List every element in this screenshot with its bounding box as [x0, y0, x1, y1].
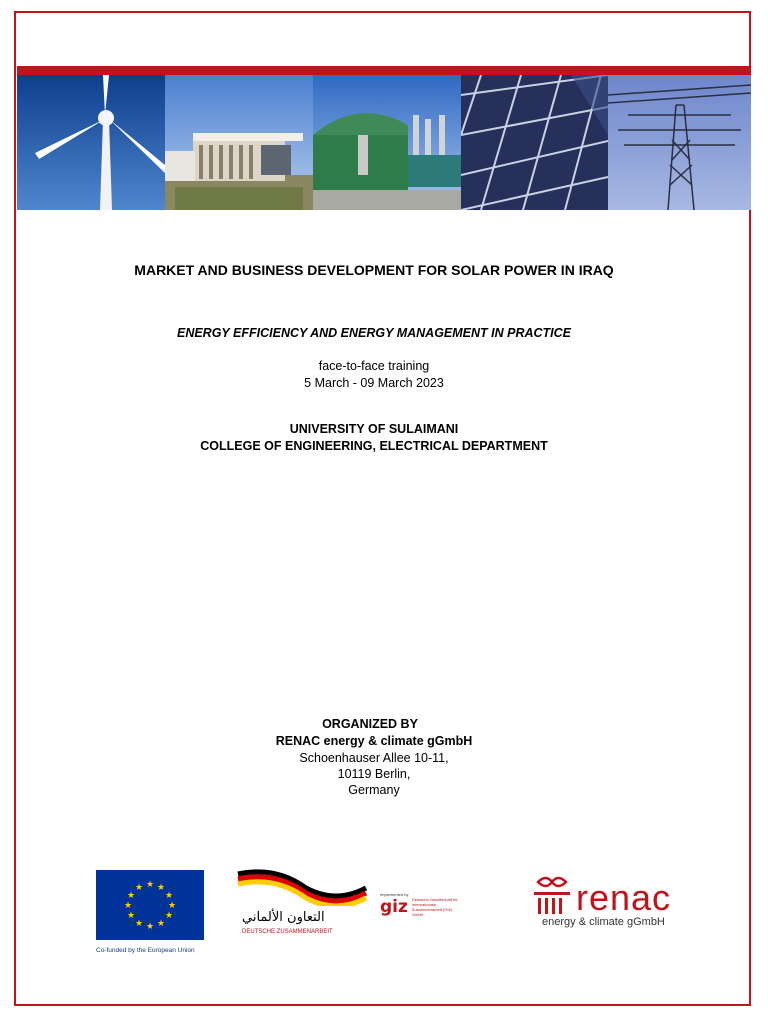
- training-format: face-to-face training: [318, 359, 430, 373]
- svg-text:★: ★: [156, 919, 166, 929]
- training-dates: 5 March - 09 March 2023: [304, 376, 444, 390]
- giz-fulltext: Deutsche Gesellschaft für Internationale Zusammenarbeit (GIZ) GmbH: [411, 897, 458, 917]
- header-red-bar: [17, 66, 751, 75]
- renac-tagline: energy & climate gGmbH: [542, 916, 665, 928]
- svg-text:★: ★: [164, 911, 174, 921]
- svg-text:★: ★: [145, 922, 155, 932]
- wind-turbine-photo: [17, 75, 165, 210]
- organizer-street: Schoenhauser Allee 10-11,: [299, 751, 449, 765]
- svg-text:★: ★: [134, 919, 144, 929]
- eu-flag-icon: [96, 870, 204, 940]
- department-name: COLLEGE OF ENGINEERING, ELECTRICAL DEPARTMENT: [200, 439, 548, 453]
- giz-mark: giz: [380, 897, 408, 917]
- svg-text:★: ★: [164, 891, 174, 901]
- renac-wordmark: renac: [576, 877, 672, 918]
- biogas-plant-photo: [313, 75, 461, 210]
- organizer-name: RENAC energy & climate gGmbH: [275, 734, 473, 748]
- giz-logo: [375, 892, 470, 932]
- eu-caption: Co-funded by the European Union: [96, 947, 195, 954]
- de-caption: DEUTSCHE ZUSAMMENARBEIT: [242, 929, 333, 935]
- renac-logo: [532, 872, 697, 944]
- university-name: UNIVERSITY OF SULAIMANI: [289, 422, 459, 436]
- renac-column-icon: [532, 872, 572, 916]
- power-pylon-photo: [608, 75, 751, 210]
- svg-text:★: ★: [145, 880, 155, 890]
- flag-ribbon-icon: [236, 866, 368, 906]
- giz-implemented-label: Implemented by: [380, 892, 409, 897]
- de-arabic-text: التعاون الألماني: [242, 910, 325, 925]
- document-subtitle: ENERGY EFFICIENCY AND ENERGY MANAGEMENT IN PRACTICE: [176, 326, 572, 340]
- organizer-city: 10119 Berlin,: [337, 767, 411, 781]
- eu-logo: [96, 870, 204, 952]
- german-cooperation-logo: [236, 866, 368, 942]
- svg-text:★: ★: [156, 883, 166, 893]
- document-title: MARKET AND BUSINESS DEVELOPMENT FOR SOLAR POWER IN IRAQ: [134, 262, 614, 278]
- svg-text:★: ★: [126, 891, 136, 901]
- svg-text:★: ★: [167, 901, 177, 911]
- solar-panel-photo: [461, 75, 608, 210]
- svg-text:★: ★: [123, 901, 133, 911]
- svg-text:★: ★: [126, 911, 136, 921]
- photo-banner: [17, 75, 751, 210]
- organized-by-heading: ORGANIZED BY: [322, 717, 418, 731]
- solar-building-photo: [165, 75, 313, 210]
- svg-text:★: ★: [134, 883, 144, 893]
- organizer-country: Germany: [348, 783, 400, 797]
